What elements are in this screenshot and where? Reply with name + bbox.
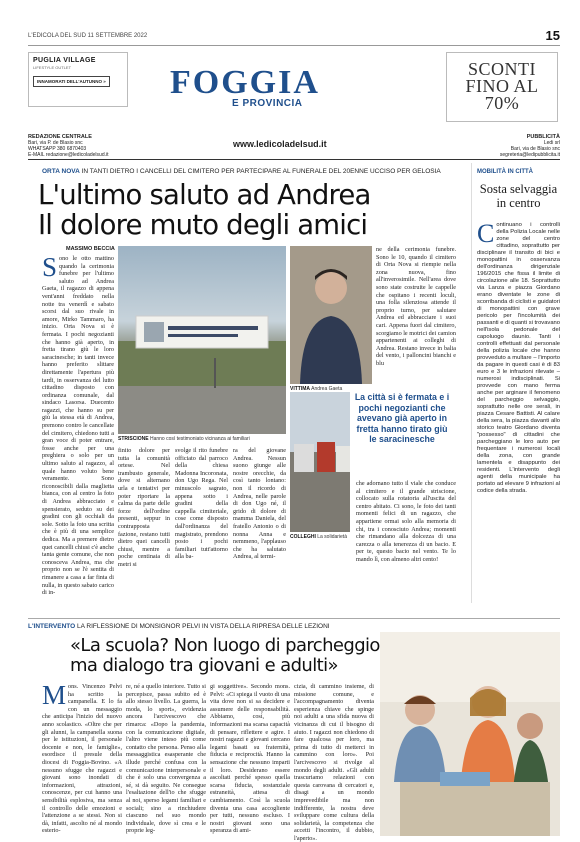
pubblicita-info (500, 134, 560, 158)
ad-brand: PUGLIA VILLAGE (33, 57, 96, 64)
sidebar-kicker: MOBILITÀ IN CITTÀ (477, 169, 533, 175)
article1-kicker-text: IN TANTI DIETRO I CANCELLI DEL CIMITERO PER PARTECIPARE AL FUNERALE DEL 20ENNE UCCISO PER GELOSIA (81, 168, 441, 175)
article2-col1 (42, 680, 122, 835)
ad-sconti[interactable] (446, 52, 558, 122)
sidebar-body (477, 219, 560, 495)
caption-vittima-text: Andrea Gaeta (311, 386, 343, 392)
article2-kicker-text: LA RIFLESSIONE DI MONSIGNOR PELVI IN VISTA DELLA RIPRESA DELLE LEZIONI (77, 623, 330, 630)
article2-col4: cizia, di cammino insieme, di missione comune, e l'accompagnamento diventa esperienza chiave che spinge noi adulti a una sfida nuova di vicinanza di cui il bisogno di aiuto. I ragazzi non chiedono di fare qualcosa per loro, ma prima di tutto di metterci in cammino con loro». Poi l'arcivescovo si rivolge al mondo degli adulti. «Gli adulti trascuriamo relazioni con questa carovana di cercatori e, disagi a un mondo imprevedibile ma non indifferente, la nostra deve sviluppare come cultura della solidarietà, la competenza che accetti l'incontro, il dubbio, l'aperto». (294, 683, 374, 842)
article1-col1-text: ono le otto mattino quando la cerimonia funebre per l'ultimo saluto ad Andrea Gaeta, il ragazzo di appena vent'anni freddato nella notte tra venerdì e sabato scorsi dal suo rivale in amore, Mirko Tammaro, ha inizio. Orta Nova si è fermata. I pochi negozianti che hanno già aperto, in fretta tirano giù le loro saracinesche; in tanti invece hanno preferito slittare direttamente l'apertura più tardi, in osservanza del lutto cittadino disposto con ordinanza comunale, dal sindaco Lasorsa. Duecento ragazzi, che hanno su per giù la stessa età di Andrea, premono contro le cancellate del cimitero, chiedono tutti a gran voce di poter entrare, fosse anche per una preghiera o solo per un ultimo saluto al ragazzo, al quale hanno voluto bene veramente. Sono riconoscibili dalla maglietta bianca, con al centro la foto di Andrea abbracciato e spensierato, seduto su dei gradini con gli occhiali da sole. Sotto la foto una scritta che è più di una semplice dedica. Ma a premere dietro quei cancelli chiusi c'è anche tanta gente comune, che non conosceva Andrea, ma che proprio non se l'è sentita di rimanere a casa a far finta di nulla, in questo sabato carico di in- (42, 255, 114, 597)
article1-col6: che adornano tutto il viale che conduce al cimitero e il grande striscione, collocato sulla rotatoria all'uscita del centro abitato. Ci sono, le foto dei tanti momenti felici di un ragazzo, che appartiene ormai solo alla memoria di chi, tra i conosciuto Andrea; momenti che rimandano alla dolcezza di una carezza o alla tenerezza di un bacio. E per te, questo bacio nel vento. Te lo mando lì, con almeno altri cento! (356, 480, 456, 563)
ad-puglia-village[interactable] (28, 52, 128, 107)
ad-sconti-line1: SCONTI (467, 59, 536, 79)
pubblicita-address: Bari, via de Blasio snc (510, 146, 560, 152)
pubblicita-email[interactable]: segreteria@ledipubblicita.it (499, 152, 560, 158)
top-line (28, 30, 560, 46)
caption-colleghi-text: La solidarietà (317, 534, 347, 540)
redazione-whatsapp[interactable]: WHATSAPP 380 6870403 (28, 146, 87, 152)
article1-title-line2: Il dolore muto degli amici (38, 209, 368, 241)
article1-col1 (42, 252, 114, 613)
sidebar-title: Sosta selvaggia in centro (479, 182, 558, 210)
photo-studenti (380, 632, 560, 836)
article1-col4: ra del giovane Andrea. Nessun suono giunge alle nostre orecchie, da così tanto lontano: non il ricordo di Andrea, nelle parole di don Ugo né, il grido di dolore di mamma Daniela, del fratello Antonio o di nonna Anna e nemmeno, l'applauso che ha salutato Andrea, al termi- (233, 447, 286, 561)
caption-vittima-label: VITTIMA (290, 386, 310, 392)
article2-title-line1: «La scuola? Non luogo di parcheggio (70, 635, 380, 656)
article1-pull-quote: La città si è fermata e i pochi negozianti che avevano già aperto in fretta hanno tirato giù le saracinesche (354, 392, 450, 444)
section-divider (28, 618, 560, 619)
sidebar-body-text: ontinuano i controlli della Polizia Locale nelle zone del centro cittadino, soprattutto per disciplinare il transito di bici e monopattini in osservanza dell'ordinanza dirigenziale 196/2015 che fissa il limite di circolazione alle 18. Soprattutto via Lanza e piazza Giordano erano diventate le zone di scorribanda di ciclisti e guidatori di monopattini con grave pericolo per l'incolumità dei passanti e di quanti si trovavano nell'isola pedonale del capoluogo daunio. Tanti i controlli effettuati dal personale della polizia locale che hanno provveduto a multare – l'importo da pagare in questi casi è di 83 euro e 3 le infrazioni rilevate – numerosi indisciplinati. Si provvede con mano ferma anche per arginare il fenomeno del parcheggio selvaggio, soprattutto nelle ore serali, in piazza Cesare Battisti. Al calare della sera, la piazza davanti allo storico teatro Giordano diventa "possesso" di cittadini che parcheggiano le loro auto per frequentare i numerosi locali della zona, con grande lamentela e disappunto dei residenti. L'intervento degli agenti della municipale ha portato ad elevare 9 infrazioni al codice della strada. (477, 222, 560, 494)
photo-vittima (290, 246, 372, 384)
photo-striscione (118, 246, 286, 434)
article1-author: MASSIMO BECCIA (66, 246, 115, 252)
article1-kicker (42, 168, 442, 175)
ad-subtitle: LIFESTYLE OUTLET (33, 65, 72, 70)
article1-col2: finito dolore per tutta la comunità ortese. Nel trambusto generale, dove si alternano urla e tentativi per poter riportare la calma da parte delle forze dell'ordine presenti, seppur in contrapposta fazione, restano tutti dietro quei cancelli chiusi, mentre a poche centinaia di metri si (118, 447, 170, 568)
article1-col3: svolge il rito funebre officiato dal parroco della chiesa Madonna Incoronata, don Ugo Rega. Nel minuscolo sagrato, appena sotto i gradini della cappella cimiteriale, cose come disposto dall'ordinanza del magistrato, prendono posto i pochi familiari tutt'attorno alla ba- (175, 447, 228, 561)
masthead (170, 64, 420, 109)
page-number: 15 (545, 28, 560, 43)
info-bar (28, 132, 560, 160)
pubblicita-company: Ledi srl (543, 140, 560, 146)
masthead-city: FOGGIA (170, 64, 320, 101)
photo-vittima-image (290, 246, 372, 384)
redazione-title: REDAZIONE CENTRALE (28, 134, 92, 140)
article2-kicker (28, 623, 528, 630)
ad-cta[interactable]: INNAMORATI DELL'AUTUNNO » (33, 76, 110, 87)
article2-title-line2: ma dialogo tra giovani e adulti» (70, 655, 338, 676)
article2-col2: re, né a quello interiore. Tutto si percepisce, passa subito ed è allo stesso livello. La guerra, la moda, lo sport», evidenzia ancora l'arcivescovo che rimarca: «Dopo la pandemia, con la comunicazione digitale, l'altro viene inteso più come contatto che persona. Penso alla messaggistica esasperante che illude perché confusa con la comunicazione interpersonale e che è solo una convergenza a sé, si dà seguito. Ne consegue l'esaltazione dell'io che sfugge al noi, sperso legami familiari e sociali; sino a rinchiudere ciascuno nel suo mondo individuale, dove sì crea e le proprie leg- (126, 683, 206, 835)
photo-studenti-image (380, 632, 560, 836)
redazione-address: Bari, via P. de Blasio snc (28, 140, 83, 146)
article1-dropcap: S (42, 252, 58, 282)
redazione-email[interactable]: E-MAIL redazione@ledicoladelsud.it (28, 152, 109, 158)
masthead-province: E PROVINCIA (232, 98, 303, 109)
pubblicita-title: PUBBLICITÀ (526, 134, 560, 140)
article1-kicker-location: ORTA NOVA (42, 168, 80, 175)
article2-col3: gi soggettive». Secondo mons. Pelvi: «Ci spiega il vuoto di una vita dove non si sa decidere e assumere delle responsabilità. Abbiamo, così, più informazioni ma scarsa capacità di pensare, riflettere e agire. I nostri ragazzi e giovani cercano legami basati su fraternità, fiducia e reciprocità. Hanno la sensazione che nessuno imparti il loro. Desiderano essere ascoltati perché spesso quella scarsa fiducia, sostanziale estraneità, attesa di cambiamento. Così la scuola diventa una casa accogliente per tutti, nessuno escluso. I nostri giovani sono una speranza di ami- (210, 683, 290, 835)
publication-date: L'EDICOLA DEL SUD 11 SETTEMBRE 2022 (28, 33, 148, 39)
article2-kicker-location: L'INTERVENTO (28, 623, 76, 630)
article1-headline (38, 180, 458, 240)
article2-headline (70, 636, 400, 676)
sidebar-dropcap: C (477, 219, 495, 248)
photo-striscione-image (118, 246, 286, 434)
article1-title-line1: L'ultimo saluto ad Andrea (38, 179, 371, 211)
ad-sconti-line2: FINO AL 70% (465, 76, 539, 113)
caption-striscione (118, 436, 286, 442)
website-link[interactable]: www.ledicoladelsud.it (233, 139, 327, 149)
redazione-info (28, 134, 109, 158)
caption-striscione-text: Hanno così testimoniato vicinanza ai familiari (149, 436, 250, 442)
article2-col1-text: ons. Vincenzo Pelvi ha scritto la campanella. E lo fa con un messaggio che anticipa l'inizio del nuovo anno scolastico. «Oltre che per gli alunni, la campanella suona per le istituzioni, il personale docente e non, le famiglie», esordisce il presule della diocesi di Foggia-Bovino. «A nessuno sfugge che ragazzi e giovani sono inondati di informazioni, attrazioni, conoscenze, per cui hanno una sensibilità esplosiva, ma senza il controllo delle emozioni e l'attenzione a se stessi. Non si dà, infatti, ascolto né al mondo esterio- (42, 683, 122, 835)
sidebar-mobilita (471, 163, 560, 603)
caption-striscione-label: STRISCIONE (118, 436, 149, 442)
caption-colleghi-label: COLLEGHI (290, 534, 316, 540)
article2-dropcap: M (42, 680, 67, 710)
photo-colleghi (290, 392, 350, 532)
article1-col5: ne della cerimonia funebre. Sono le 10, quando il cimitero di Orta Nova si riempie nella zona nuova, fino all'inverosimile. Nell'area dove sono state costruite le cappelle che ospitano i recenti loculi, una folla silenziosa attende il proprio turno, per salutare Andrea ed abbracciare i suoi cari. Appena fuori dal cimitero, scorgiamo le motrici dei camion appartenenti ai colleghi di Andrea. Restano invece in balia del vento, i palloncini bianchi e blu (376, 246, 456, 367)
photo-colleghi-image (290, 392, 350, 532)
